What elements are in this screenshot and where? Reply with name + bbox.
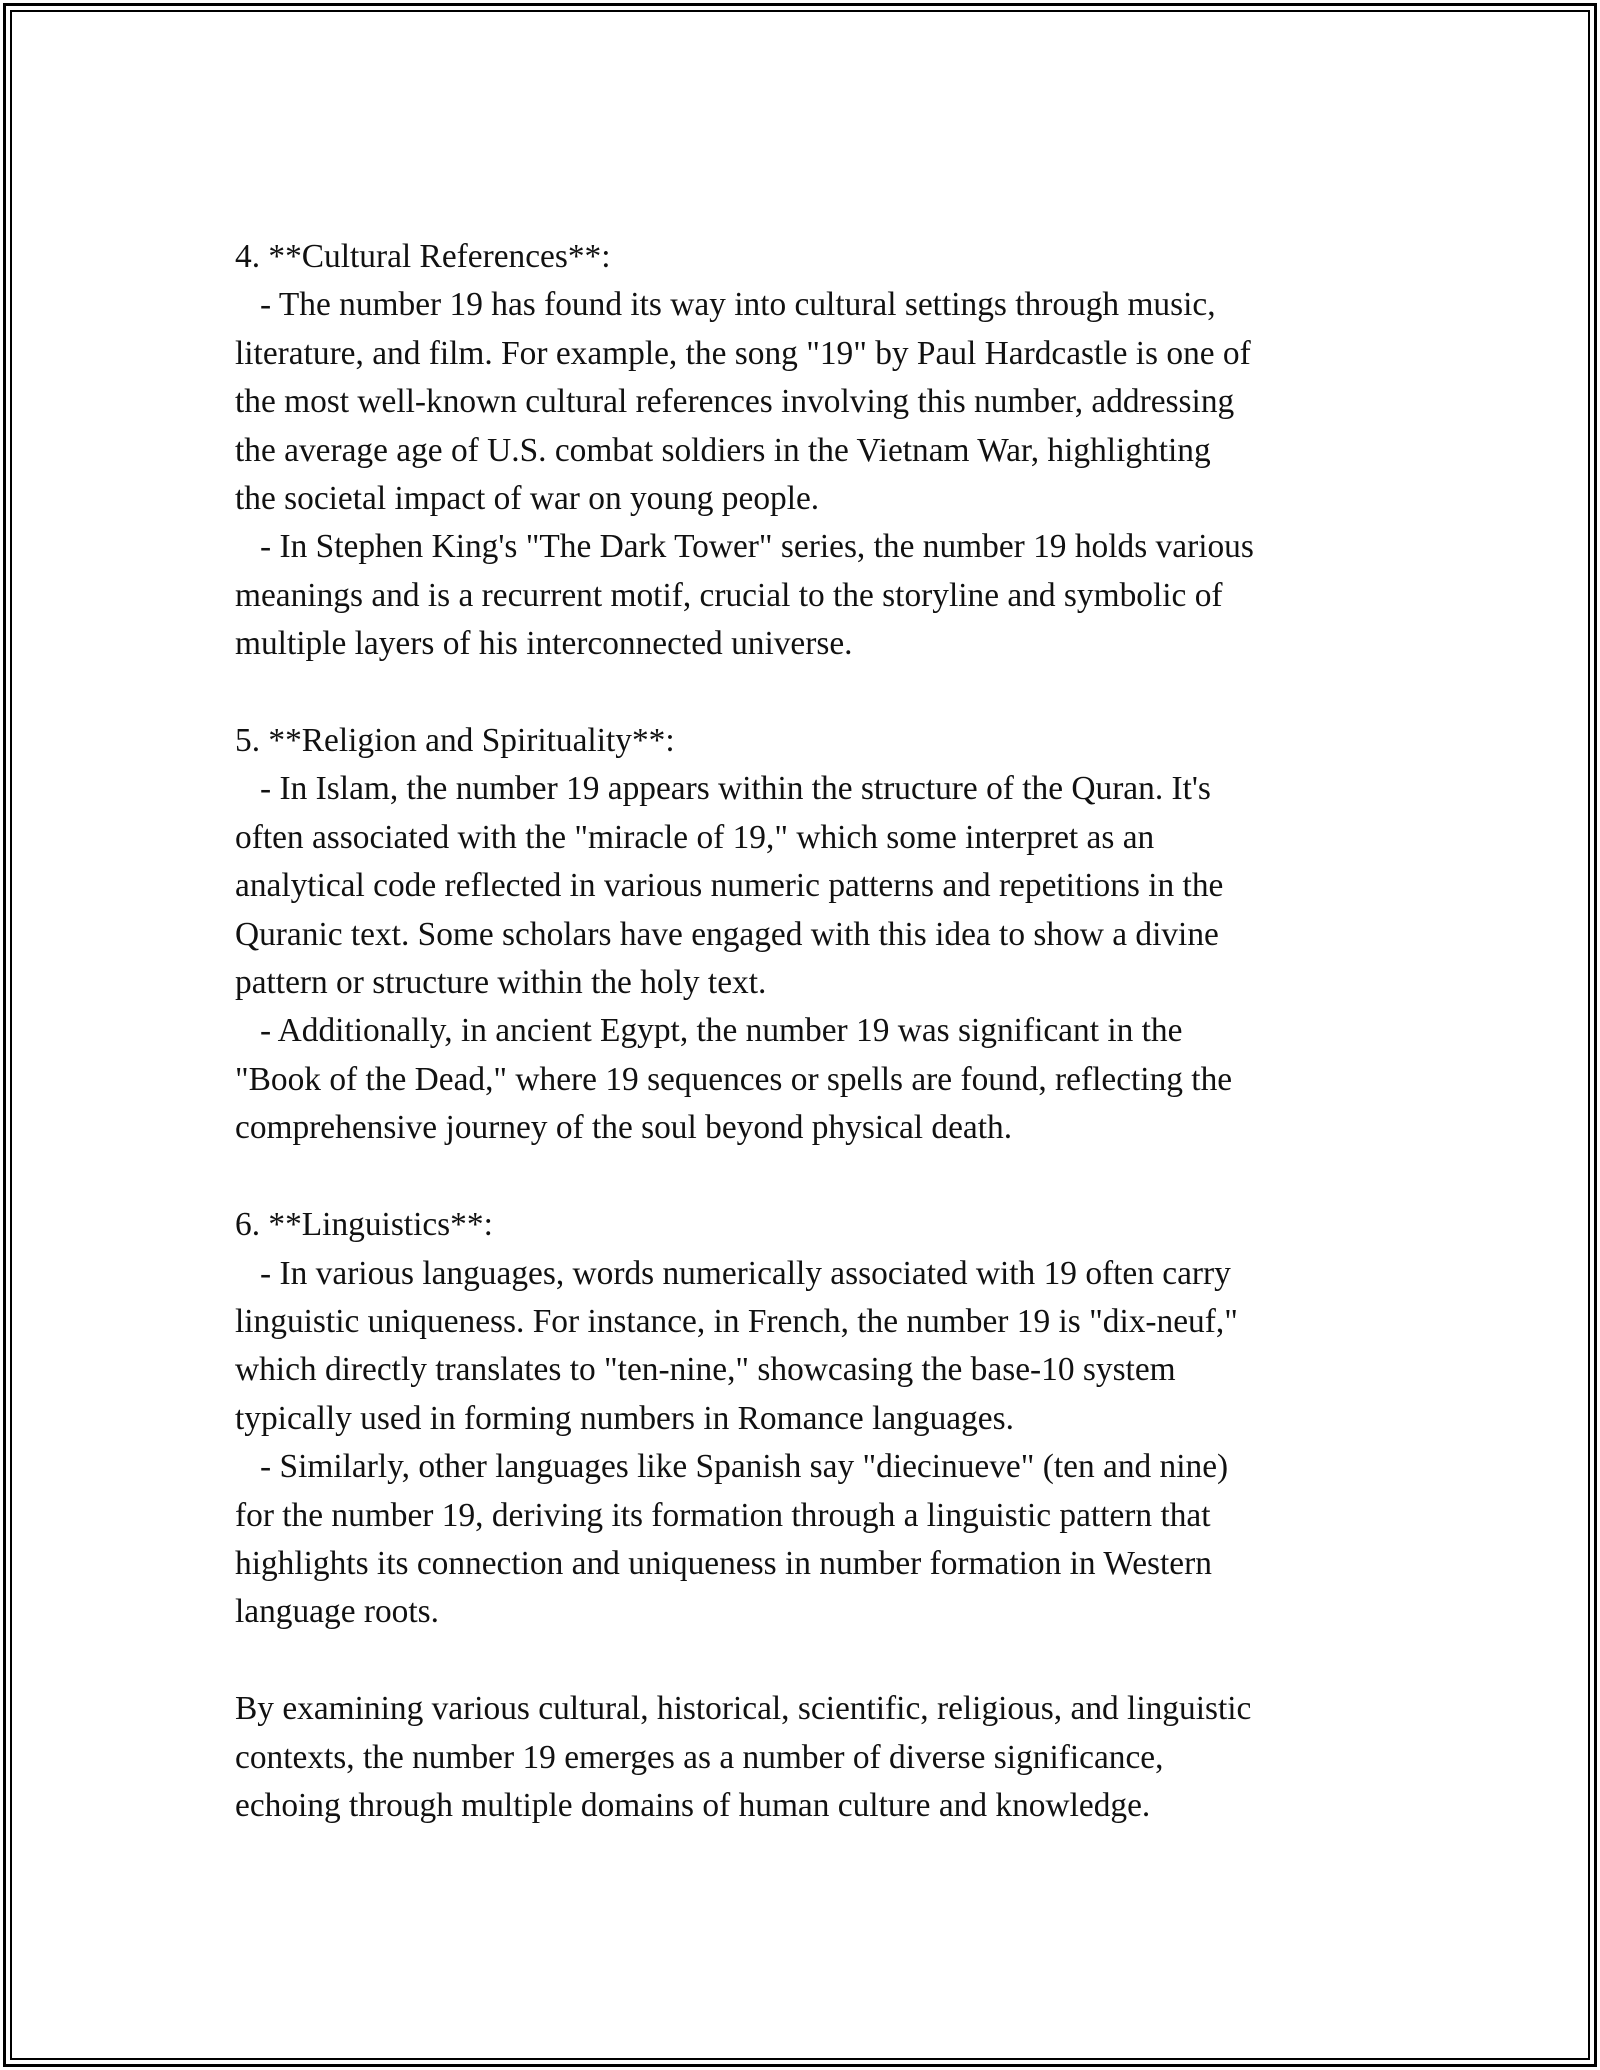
text-line: literature, and film. For example, the song "19" by Paul Hardcastle is one of [235,334,1251,372]
text-line: which directly translates to "ten-nine," showcasing the base-10 system [235,1351,1176,1389]
text-line: highlights its connection and uniqueness in number formation in Western [235,1544,1212,1582]
text-line: "Book of the Dead," where 19 sequences or spells are found, reflecting the [235,1060,1233,1098]
text-line: contexts, the number 19 emerges as a number of diverse significance, [235,1738,1164,1776]
text-line: By examining various cultural, historical, scientific, religious, and linguistic [235,1690,1252,1728]
text-line: pattern or structure within the holy text. [235,964,767,1002]
text-line: for the number 19, deriving its formation through a linguistic pattern that [235,1496,1211,1534]
text-line: multiple layers of his interconnected universe. [235,625,853,663]
text-line: the most well-known cultural references involving this number, addressing [235,383,1235,421]
text-line: echoing through multiple domains of human culture and knowledge. [235,1786,1151,1824]
text-line: the societal impact of war on young people. [235,480,820,518]
section-religion-spirituality [235,717,1375,1153]
section-heading: 5. **Religion and Spirituality**: [235,722,675,760]
text-line: often associated with the "miracle of 19," which some interpret as an [235,818,1155,856]
text-line: - The number 19 has found its way into cultural settings through music, [235,286,1216,324]
text-line: comprehensive journey of the soul beyond physical death. [235,1109,1013,1147]
text-line: linguistic uniqueness. For instance, in French, the number 19 is "dix-neuf," [235,1302,1238,1340]
text-line: language roots. [235,1593,439,1631]
text-line: - In Stephen King's "The Dark Tower" series, the number 19 holds various [235,528,1254,566]
text-line: - In Islam, the number 19 appears within the structure of the Quran. It's [235,770,1211,808]
text-line: Quranic text. Some scholars have engaged with this idea to show a divine [235,915,1219,953]
section-linguistics [235,1201,1375,1637]
text-line: typically used in forming numbers in Romance languages. [235,1399,1014,1437]
section-cultural-references [235,233,1375,669]
section-heading: 4. **Cultural References**: [235,238,611,275]
text-line: - In various languages, words numerically associated with 19 often carry [235,1254,1231,1292]
text-line: - Similarly, other languages like Spanish say "diecinueve" (ten and nine) [235,1448,1229,1486]
text-line: - Additionally, in ancient Egypt, the number 19 was significant in the [235,1012,1183,1050]
text-line: the average age of U.S. combat soldiers in the Vietnam War, highlighting [235,431,1211,469]
section-conclusion [235,1685,1375,1830]
document-body [235,233,1375,1879]
section-heading: 6. **Linguistics**: [235,1206,493,1244]
text-line: meanings and is a recurrent motif, crucial to the storyline and symbolic of [235,576,1223,614]
text-line: analytical code reflected in various numeric patterns and repetitions in the [235,867,1224,905]
